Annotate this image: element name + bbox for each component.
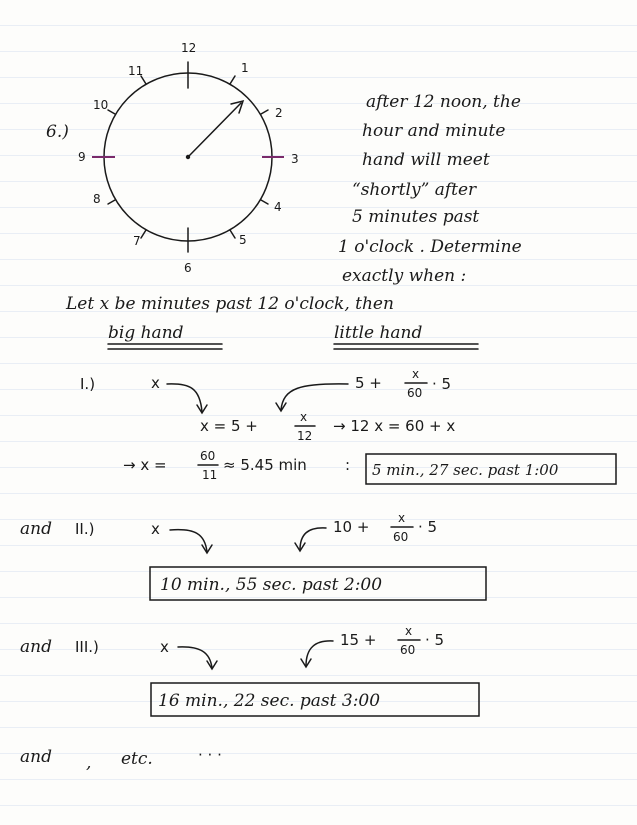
- part-2-times5: · 5: [418, 518, 438, 536]
- clock-number-10: 10: [93, 98, 109, 112]
- part-3-arrow-left: [178, 647, 212, 668]
- clock-diagram: [78, 41, 299, 275]
- problem-statement: [338, 92, 522, 286]
- part-3-frac-60: 60: [400, 643, 416, 657]
- clock-center: [186, 155, 190, 159]
- clock-hand: [188, 103, 241, 157]
- clock-number-1: 1: [241, 61, 249, 75]
- part-1-result-prefix: → x =: [123, 456, 167, 474]
- clock-number-5: 5: [239, 233, 247, 247]
- part-1-arrow-left: [167, 384, 202, 412]
- statement-line: after 12 noon, the: [366, 92, 521, 112]
- part-1-frac-x: x: [412, 367, 420, 381]
- part-2-frac-60: 60: [393, 530, 409, 544]
- clock-number-11: 11: [128, 64, 144, 78]
- ending-dots: · · ·: [198, 746, 222, 764]
- part-1-colon: :: [345, 456, 351, 474]
- part-1-eq-frac-x: x: [300, 410, 308, 424]
- part-1-equation-rhs: → 12 x = 60 + x: [333, 417, 456, 435]
- part-1-frac-60: 60: [407, 386, 423, 400]
- statement-line: 1 o'clock . Determine: [338, 237, 522, 257]
- clock-number-3: 3: [291, 152, 299, 166]
- tick-4: [261, 200, 268, 204]
- ending: [20, 746, 222, 773]
- part-3-arrow-right: [306, 641, 333, 666]
- clock-number-4: 4: [274, 200, 282, 214]
- tick-1: [230, 76, 235, 84]
- statement-line: exactly when :: [342, 266, 467, 286]
- part-2-and: and: [20, 519, 52, 539]
- header-little-hand: little hand: [334, 323, 423, 343]
- tick-7: [141, 230, 146, 238]
- part-1-eq-frac-12: 12: [297, 429, 313, 443]
- ending-and: and: [20, 747, 52, 767]
- part-3-label: III.): [75, 638, 99, 656]
- part-1-equation-lhs: x = 5 +: [200, 417, 258, 435]
- part-2: [20, 511, 486, 600]
- clock-number-7: 7: [133, 234, 141, 248]
- part-2-little-prefix: 10 +: [333, 518, 370, 536]
- clock-number-9: 9: [78, 150, 86, 164]
- part-3-times5: · 5: [425, 631, 445, 649]
- part-2-answer: 10 min., 55 sec. past 2:00: [160, 575, 383, 595]
- part-1-label: I.): [80, 375, 96, 393]
- clock-number-2: 2: [275, 106, 283, 120]
- tick-10: [108, 110, 115, 114]
- tick-2: [261, 110, 268, 114]
- statement-line: 5 minutes past: [352, 207, 480, 227]
- ending-comma: ,: [86, 753, 92, 773]
- tick-8: [108, 200, 115, 204]
- let-definition: Let x be minutes past 12 o'clock, then: [66, 294, 394, 314]
- part-2-arrow-left: [170, 530, 207, 552]
- part-1: [80, 367, 616, 484]
- clock-number-6: 6: [184, 261, 192, 275]
- part-2-label: II.): [75, 520, 95, 538]
- statement-line: hand will meet: [362, 150, 490, 170]
- statement-line: “shortly” after: [352, 180, 477, 200]
- part-1-res-num: 60: [200, 449, 216, 463]
- tick-5: [230, 230, 235, 238]
- part-2-arrow-right: [300, 528, 326, 550]
- part-3-answer: 16 min., 22 sec. past 3:00: [158, 691, 381, 711]
- part-3-little-prefix: 15 +: [340, 631, 377, 649]
- part-3-frac-x: x: [405, 624, 413, 638]
- clock-number-12: 12: [181, 41, 197, 55]
- part-3-x: x: [160, 638, 169, 656]
- part-1-arrow-right: [281, 384, 348, 410]
- part-1-times5: · 5: [432, 375, 452, 393]
- part-1-res-den: 11: [202, 468, 218, 482]
- part-2-x: x: [151, 520, 160, 538]
- part-3-and: and: [20, 637, 52, 657]
- part-3: [20, 624, 479, 716]
- part-1-little-prefix: 5 +: [355, 374, 382, 392]
- problem-number: 6.): [46, 122, 69, 142]
- part-1-x: x: [151, 374, 160, 392]
- part-1-answer: 5 min., 27 sec. past 1:00: [372, 461, 559, 479]
- part-2-frac-x: x: [398, 511, 406, 525]
- clock-number-8: 8: [93, 192, 101, 206]
- statement-line: hour and minute: [362, 121, 506, 141]
- part-1-approx: ≈ 5.45 min: [223, 456, 307, 474]
- ending-etc: etc.: [121, 749, 153, 769]
- header-big-hand: big hand: [108, 323, 184, 343]
